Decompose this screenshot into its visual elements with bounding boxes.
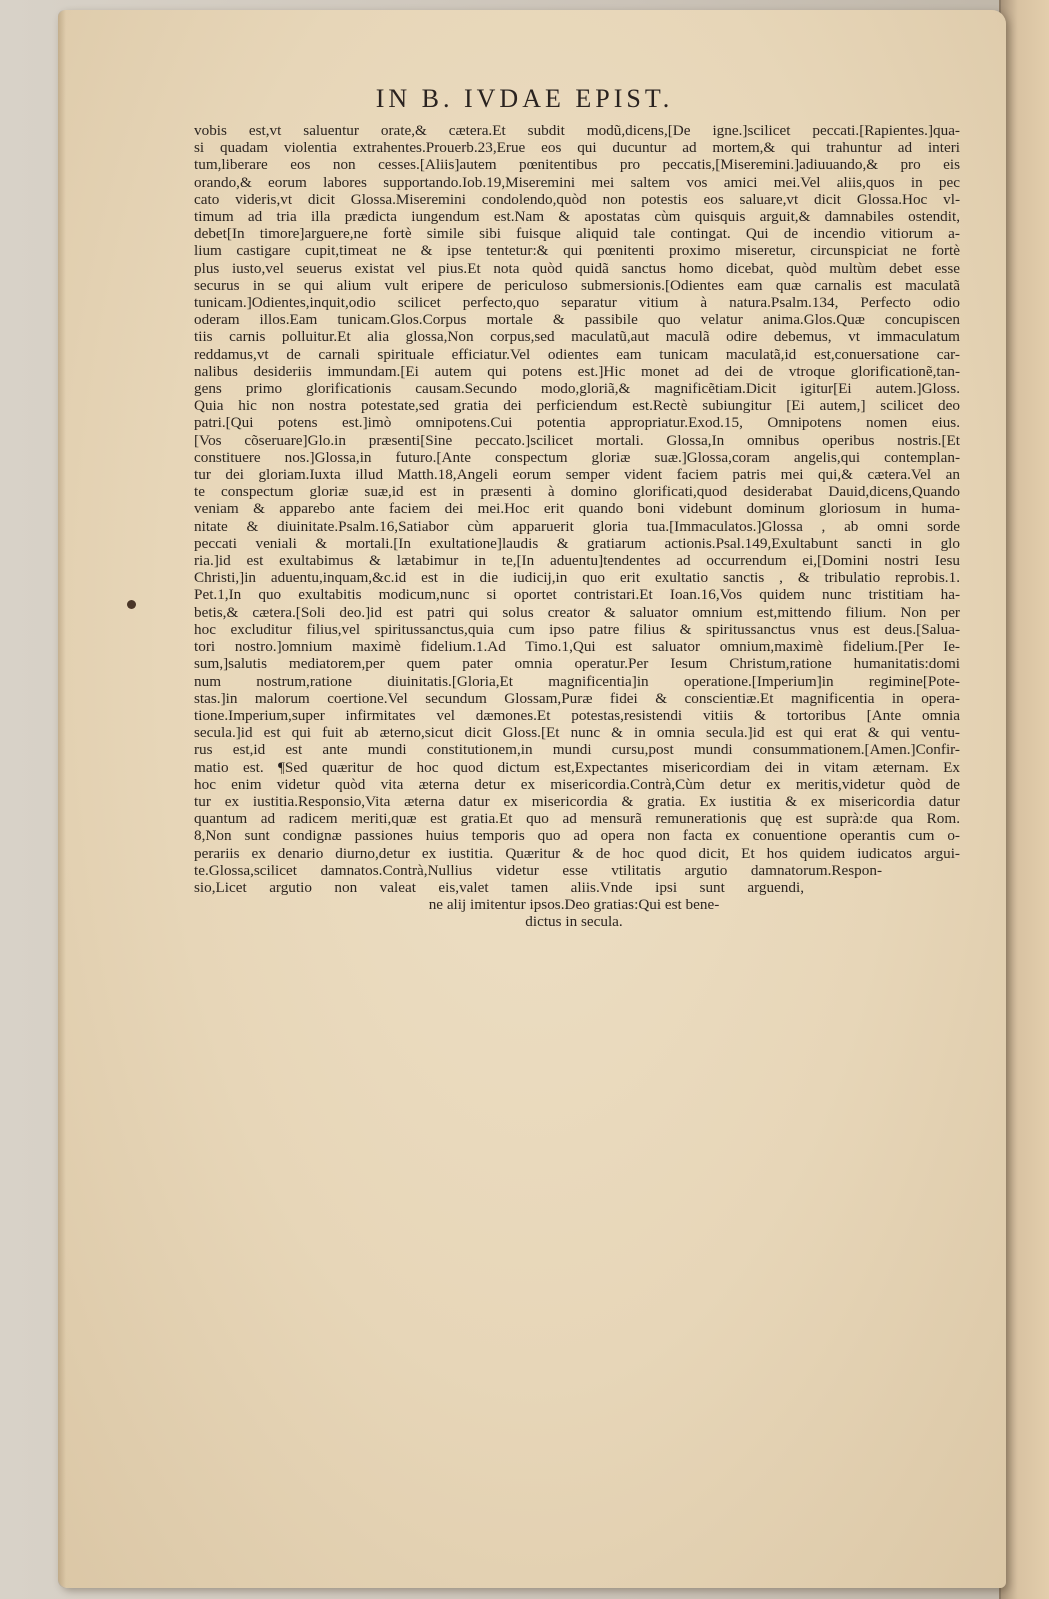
text-line: oderam illos.Eam tunicam.Glos.Corpus mortale & passibile quo velatur anima.Glos.Quæ concupiscen — [194, 311, 960, 329]
running-head: IN B. IVDAE EPIST. — [375, 84, 674, 113]
text-line: Christi,]in aduentu,inquam,&c.id est in die iudicij,in quo erit exultatio sanctis , & tribulatio reprobis.1. — [194, 569, 960, 587]
text-line: patri.[Qui potens est.]imò omnipotens.Cui potentia appropriatur.Exod.15, Omnipotens nomen eius. — [194, 414, 960, 432]
text-line: vobis est,vt saluentur orate,& cætera.Et subdit modũ,dicens,[De igne.]scilicet peccati.[Rapientes.]qua- — [194, 122, 960, 139]
text-line: ria.]id est exultabimus & lætabimur in te,[In aduentu]tendentes ad occurrendum ei,[Domini nostri Iesu — [194, 552, 960, 570]
text-line: plus iusto,vel seuerus existat vel pius.Et nota quòd quidã sanctus homo dicebat, quòd multùm debet esse — [194, 259, 960, 277]
text-line: ne alij imitentur ipsos.Deo gratias:Qui est bene- — [428, 896, 720, 914]
text-line: gens primo glorificationis causam.Secundo modo,gloriã,& magnificẽtiam.Dicit igitur[Ei autem.]Gloss. — [194, 380, 960, 398]
text-line: rus est,id est ante mundi constitutionem,in mundi cursu,post mundi consummationem.[Amen.]Confir- — [194, 741, 960, 759]
ink-stain — [127, 600, 136, 609]
body-text — [194, 122, 960, 931]
text-line: te conspectum gloriæ suæ,id est in præsenti à domino glorificati,quod desiderabat Dauid,dicens,Quando — [194, 483, 960, 501]
page-gutter-shadow — [58, 10, 66, 1588]
text-line: nalibus desideriis immundam.[Ei autem qui potens est.]Hic monet ad dei de vtroque glorificationẽ,tan- — [194, 362, 960, 380]
text-line: reddamus,vt de carnali spirituale efficiatur.Vel odientes eam tunicam maculatã,id est,conuersatione car- — [194, 345, 960, 363]
text-line: tione.Imperium,super infirmitates vel dæmones.Et potestas,resistendi vitiis & tortoribus [Ante omnia — [194, 706, 960, 724]
text-line: hoc excluditur filius,vel spiritussanctus,quia cum ipso patre filius & spiritussanctus vnus est deus.[Salua- — [194, 620, 960, 638]
adjacent-page-edge — [999, 0, 1049, 1599]
text-line: te.Glossa,scilicet damnatos.Contrà,Nullius videtur esse vtilitatis argutio damnatorum.Respon- — [194, 861, 882, 879]
text-line: num nostrum,ratione diuinitatis.[Gloria,Et magnificentia]in operatione.[Imperium]in regimine[Pote- — [194, 672, 960, 690]
text-line: si quadam violentia extrahentes.Prouerb.23,Erue eos qui ducuntur ad mortem,& qui trahuntur ad interi — [194, 139, 960, 157]
text-line: orando,& eorum labores supportando.Iob.19,Miseremini mei saltem vos amici mei.Vel aliis,quos in pec — [194, 173, 960, 191]
text-line: dictus in secula. — [525, 913, 623, 931]
text-line: tur ex iustitia.Responsio,Vita æterna datur ex misericordia & gratia. Ex iustitia & ex misericordia datur — [194, 792, 960, 810]
text-line: cato videris,vt dicit Glossa.Miseremini condolendo,quòd non potestis eos saluare,vt dicit Glossa.Hoc vl- — [194, 190, 960, 208]
text-line: lium castigare cupit,timeat ne & ipse tentetur:& qui pœnitenti proximo miseretur, circunspiciat ne fortè — [194, 242, 960, 260]
text-line: Pet.1,In quo exultabitis modicum,nunc si oportet contristari.Et Ioan.16,Vos quidem nunc tristitiam ha- — [194, 586, 960, 604]
text-line: stas.]in malorum coertione.Vel secundum Glossam,Puræ fidei & conscientiæ.Et magnificentia in opera- — [194, 689, 960, 707]
text-line: tori nostro.]omnium maximè fidelium.1.Ad Timo.1,Qui est saluator omnium,maximè fidelium.[Per Ie- — [194, 638, 960, 656]
text-line: tur dei gloriam.Iuxta illud Matth.18,Angeli eorum semper vident faciem patris mei qui,& cætera.Vel an — [194, 466, 960, 484]
text-line: quantum ad radicem meriti,quæ est gratia.Et quo ad mensurã remunerationis quę est suprà:de qua Rom. — [194, 810, 960, 828]
text-line: debet[In timore]arguere,ne fortè simile sibi fuisque aliquid tale contingat. Qui de incendio vitiorum a- — [194, 225, 960, 243]
text-line: sio,Licet argutio non valeat eis,valet tamen aliis.Vnde ipsi sunt arguendi, — [194, 878, 804, 896]
text-line: secula.]id est qui fuit ab æterno,sicut dicit Gloss.[Et nunc & in omnia secula.]id est qui erat & qui ventu- — [194, 724, 960, 742]
text-line: tunicam.]Odientes,inquit,odio scilicet perfecto,quo separatur vitium à natura.Psalm.134, Perfecto odio — [194, 294, 960, 312]
text-line: securus in se qui alium vult eripere de periculoso submersionis.[Odientes eam quæ carnalis est maculatã — [194, 276, 960, 294]
text-line: constituere nos.]Glossa,in futuro.[Ante conspectum gloriæ suæ.]Glossa,coram angelis,qui contemplan- — [194, 448, 960, 466]
text-line: matio est. ¶Sed quæritur de hoc quod dictum est,Expectantes misericordiam dei in vitam æternam. Ex — [194, 758, 960, 776]
text-line: peccati veniali & mortali.[In exultatione]laudis & gratiarum actionis.Psal.149,Exultabunt sancti in glo — [194, 534, 960, 552]
text-line: betis,& cætera.[Soli deo.]id est patri qui solus creator & saluator omnium est,mittendo filium. Non per — [194, 603, 960, 621]
text-line: [Vos cõseruare]Glo.in præsenti[Sine peccato.]scilicet mortali. Glossa,In omnibus operibus nostris.[Et — [194, 431, 960, 449]
text-line: perariis ex denario diurno,detur ex iustitia. Quæritur & de hoc quod dicit, Et hos quidem iudicatos argui- — [194, 844, 960, 862]
text-line: tiis carnis polluitur.Et alia glossa,Non corpus,sed maculatũ,aut maculã odire debemus, vt immaculatum — [194, 328, 960, 346]
text-line: timum ad tria illa prædicta iungendum est.Nam & apostatas cùm quisquis arguit,& damnabiles ostendit, — [194, 208, 960, 226]
text-line: sum,]salutis mediatorem,per quem pater omnia operatur.Per Iesum Christum,ratione humanitatis:domi — [194, 655, 960, 673]
text-line: 8,Non sunt condignæ passiones huius temporis quo ad opera non facta ex conuentione operantis cum o- — [194, 827, 960, 845]
text-line: Quia hic non nostra potestate,sed gratia dei perficiendum est.Rectè subiungitur [Ei autem,] scilicet deo — [194, 397, 960, 415]
text-line: tum,liberare eos non cesses.[Aliis]autem pœnitentibus pro peccatis,[Miseremini.]adiuuando,& pro eis — [194, 156, 960, 174]
text-line: nitate & diuinitate.Psalm.16,Satiabor cùm apparuerit gloria tua.[Immaculatos.]Glossa , ab omni sorde — [194, 517, 960, 535]
text-line: hoc enim videtur quòd vita æterna detur ex misericordia.Contrà,Cùm detur ex meritis,videtur quòd de — [194, 775, 960, 793]
text-line: veniam & apparebo ante faciem dei mei.Hoc erit quando boni videbunt dominum gloriosum in huma- — [194, 500, 960, 518]
